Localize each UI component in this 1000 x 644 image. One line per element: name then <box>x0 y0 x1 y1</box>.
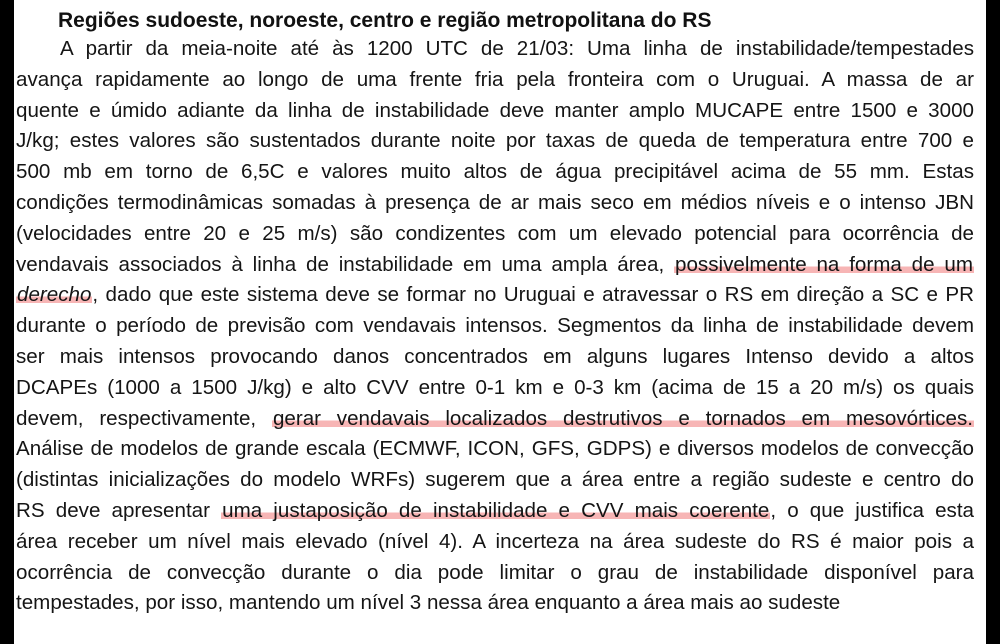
paragraph-line <box>16 404 974 435</box>
paragraph-line <box>16 342 974 373</box>
body-text: DCAPEs (1000 a 1500 J/kg) e alto CVV entre 0-1 km e 0-3 km (acima de 15 a 20 m/s) os quais <box>16 375 974 399</box>
paragraph-line <box>16 588 974 619</box>
paragraph-line <box>16 558 974 589</box>
paragraph-line <box>16 126 974 157</box>
body-text: (velocidades entre 20 e 25 m/s) são condizentes com um elevado potencial para ocorrência de <box>16 221 974 245</box>
body-text: devem, respectivamente, <box>16 406 272 430</box>
paragraph-line <box>16 465 974 496</box>
highlighted-text: gerar vendavais localizados destrutivos e tornados em mesovórtices. <box>272 406 973 430</box>
body-text: 500 mb em torno de 6,5C e valores muito altos de água precipitável acima de 55 mm. Estas <box>16 160 974 184</box>
document-page <box>14 0 986 644</box>
paragraph-line <box>16 373 974 404</box>
paragraph-line <box>16 157 974 188</box>
paragraph-line <box>16 527 974 558</box>
paragraph-line <box>16 496 974 527</box>
paragraph-line <box>16 65 974 96</box>
paragraph-line <box>16 188 974 219</box>
forecast-paragraph <box>16 34 974 619</box>
body-text: área receber um nível mais elevado (nível 4). A incerteza na área sudeste do RS é maior pois a <box>16 529 974 553</box>
paragraph-line <box>16 34 974 65</box>
body-text: J/kg; estes valores são sustentados durante noite por taxas de queda de temperatura entre 700 e <box>16 129 974 153</box>
body-text: Análise de modelos de grande escala (ECMWF, ICON, GFS, GDPS) e diversos modelos de convecção <box>16 437 974 461</box>
paragraph-line <box>16 96 974 127</box>
highlighted-text: derecho <box>17 283 92 307</box>
paragraph-line <box>16 219 974 250</box>
body-text: (distintas inicializações do modelo WRFs) sugerem que a área entre a região sudeste e centro do <box>16 468 974 492</box>
paragraph-line <box>16 250 974 281</box>
highlighted-text: possivelmente na forma de um <box>675 252 973 276</box>
body-text: ocorrência de convecção durante o dia pode limitar o grau de instabilidade disponível para <box>16 560 974 584</box>
body-text: tempestades, por isso, mantendo um nível 3 nessa área enquanto a área mais ao sudeste <box>16 591 841 615</box>
body-text: quente e úmido adiante da linha de instabilidade deve manter amplo MUCAPE entre 1500 e 3000 <box>16 98 974 122</box>
highlighted-text: uma justaposição de instabilidade e CVV mais coerente <box>222 498 770 522</box>
body-text: A partir da meia-noite até às 1200 UTC de 21/03: Uma linha de instabilidade/tempestades <box>60 37 974 60</box>
body-text: condições termodinâmicas somadas à presença de ar mais seco em médios níveis e o intenso JBN <box>16 190 974 214</box>
paragraph-line <box>16 434 974 465</box>
body-text: durante o período de previsão com vendavais intensos. Segmentos da linha de instabilidade devem <box>16 314 974 338</box>
body-text: vendavais associados à linha de instabilidade em uma ampla área, <box>16 252 675 276</box>
paragraph-line <box>16 280 974 311</box>
section-heading: Regiões sudoeste, noroeste, centro e região metropolitana do RS <box>58 9 712 32</box>
body-text: avança rapidamente ao longo de uma frente fria pela fronteira com o Uruguai. A massa de ar <box>16 67 974 91</box>
body-text: , o que justifica esta <box>770 498 974 522</box>
body-text: RS deve apresentar <box>16 498 222 522</box>
paragraph-line <box>16 311 974 342</box>
body-text: , dado que este sistema deve se formar no Uruguai e atravessar o RS em direção a SC e PR <box>92 283 974 307</box>
body-text: ser mais intensos provocando danos concentrados em alguns lugares Intenso devido a altos <box>16 344 974 368</box>
